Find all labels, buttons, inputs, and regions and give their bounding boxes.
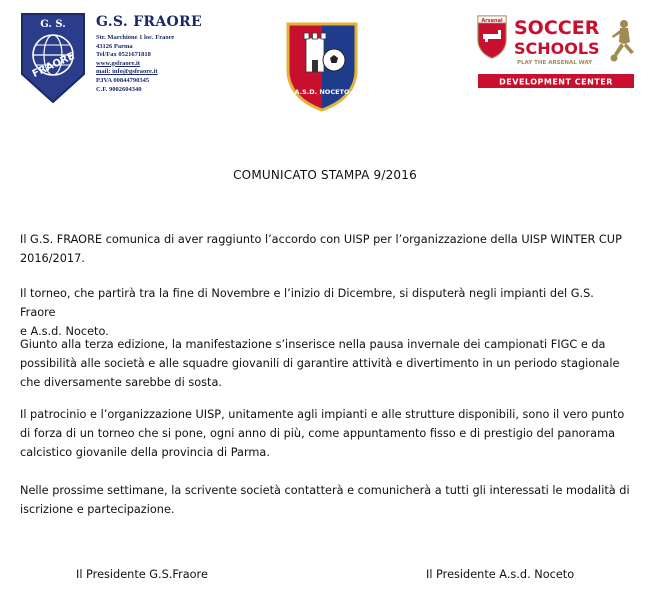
club-name: G.S. FRAORE — [96, 14, 202, 30]
crest-text: Arsenal — [481, 18, 503, 24]
gs-fraore-shield-logo — [20, 12, 86, 104]
paragraph-1 — [20, 230, 632, 268]
gs-fraore-contact-block — [96, 14, 216, 94]
asd-noceto-crest-logo — [284, 20, 360, 112]
title-line2: SCHOOLS — [514, 39, 600, 58]
paragraph-3 — [20, 335, 632, 392]
tax-code: C.F. 9002604340 — [96, 85, 142, 93]
title-line1: SOCCER — [514, 17, 600, 39]
address-line1: Str. Marchione 1 loc. Fraore — [96, 34, 175, 41]
tagline: PLAY THE ARSENAL WAY — [517, 60, 593, 66]
signature-right: Il Presidente A.s.d. Noceto — [426, 568, 575, 581]
paragraph-line: e A.s.d. Noceto. — [20, 325, 109, 338]
paragraph-line: 2016/2017. — [20, 252, 85, 265]
paragraph-line: calcistico giovanile della provincia di Parma. — [20, 446, 270, 459]
paragraph-4 — [20, 405, 632, 462]
banner-text: DEVELOPMENT CENTER — [499, 77, 613, 87]
arsenal-soccer-schools-logo — [474, 14, 638, 92]
mail-link[interactable] — [96, 68, 216, 77]
paragraph-line: possibilità alle società e alle squadre giovanili di garantire attività e divertimento in un periodo stagionale — [20, 357, 620, 370]
website-link-text[interactable]: www.gsfraore.it — [96, 59, 140, 67]
website-link[interactable] — [96, 60, 216, 69]
shield-initials: G. S. — [40, 19, 66, 30]
player-silhouette-icon — [611, 20, 635, 62]
paragraph-line: Il G.S. FRAORE comunica di aver raggiunto l’accordo con UISP per l’organizzazione della UISP WINTER CUP — [20, 233, 622, 246]
document-title: COMUNICATO STAMPA 9/2016 — [233, 168, 417, 182]
paragraph-line: Giunto alla terza edizione, la manifestazione s’inserisce nella pausa invernale dei campionati FIGC e da — [20, 338, 606, 351]
letterhead — [0, 0, 650, 140]
mail-link-text[interactable]: mail: info@gsfraore.it — [96, 68, 158, 76]
vat-number: P.IVA 00844790345 — [96, 76, 150, 84]
paragraph-line: Il patrocinio e l’organizzazione UISP, unitamente agli impianti e alle strutture disponibili, sono il vero punto — [20, 408, 625, 421]
paragraph-line: Il torneo, che partirà tra la fine di Novembre e l’inizio di Dicembre, si disputerà negli impianti del G.S. Fraore — [20, 287, 594, 319]
crest-text: A.S.D. NOCETO — [294, 88, 350, 96]
paragraph-line: di forza di un torneo che si pone, ogni anno di più, come appuntamento fisso e di prestigio del panorama — [20, 427, 616, 440]
paragraph-line: che diversamente sarebbe di sosta. — [20, 376, 222, 389]
paragraph-line: Nelle prossime settimane, la scrivente società contatterà e comunicherà a tutti gli interessati le modalità di — [20, 484, 630, 497]
paragraph-2 — [20, 284, 632, 341]
phone: Tel/Fax 0521671818 — [96, 51, 151, 59]
shield-text: FRAORE — [30, 50, 77, 80]
paragraph-line: iscrizione e partecipazione. — [20, 503, 175, 516]
signature-left: Il Presidente G.S.Fraore — [76, 568, 208, 581]
address-line2: 43126 Parma — [96, 42, 133, 50]
paragraph-5 — [20, 481, 632, 519]
